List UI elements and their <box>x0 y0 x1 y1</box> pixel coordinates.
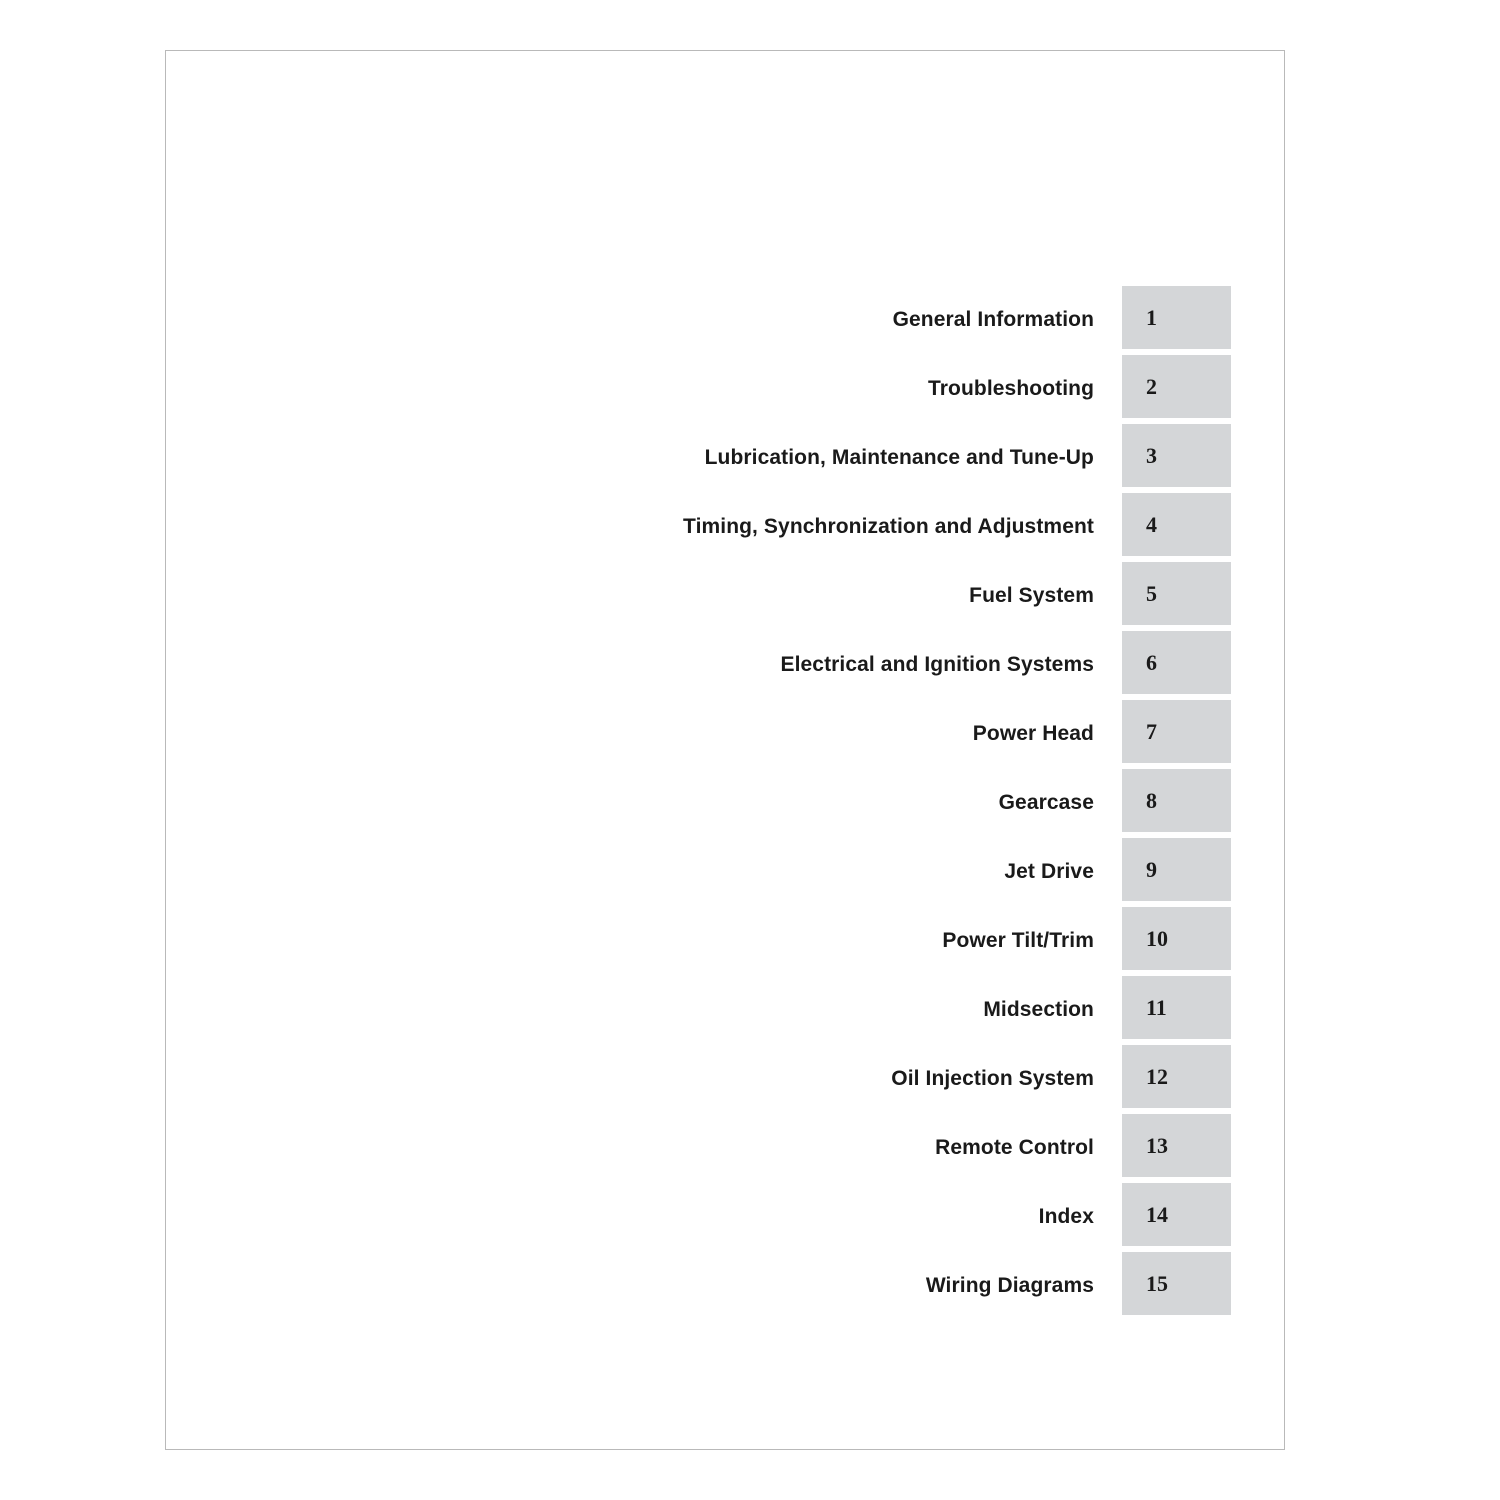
chapter-tab[interactable] <box>1122 838 1231 901</box>
chapter-tab[interactable] <box>1122 907 1231 970</box>
chapter-tab[interactable] <box>1122 355 1231 418</box>
chapter-index <box>166 286 1231 1321</box>
chapter-title: Gearcase <box>998 791 1094 814</box>
chapter-number: 9 <box>1146 857 1157 882</box>
chapter-number: 13 <box>1146 1133 1168 1158</box>
chapter-entry[interactable] <box>166 907 1231 970</box>
chapter-tab[interactable] <box>1122 976 1231 1039</box>
chapter-number: 6 <box>1146 650 1157 675</box>
chapter-tab[interactable] <box>1122 286 1231 349</box>
chapter-title: Jet Drive <box>1004 860 1094 883</box>
chapter-title: Index <box>1038 1205 1094 1228</box>
chapter-title: Oil Injection System <box>891 1067 1094 1090</box>
chapter-tab[interactable] <box>1122 1114 1231 1177</box>
chapter-entry[interactable] <box>166 769 1231 832</box>
chapter-title: Troubleshooting <box>928 377 1094 400</box>
chapter-tab[interactable] <box>1122 1183 1231 1246</box>
chapter-entry[interactable] <box>166 1183 1231 1246</box>
chapter-tab[interactable] <box>1122 1252 1231 1315</box>
document-page <box>165 50 1285 1450</box>
chapter-tab[interactable] <box>1122 1045 1231 1108</box>
chapter-entry[interactable] <box>166 493 1231 556</box>
chapter-entry[interactable] <box>166 838 1231 901</box>
chapter-title: Remote Control <box>935 1136 1094 1159</box>
chapter-title: Fuel System <box>969 584 1094 607</box>
chapter-title: Power Tilt/Trim <box>942 929 1094 952</box>
chapter-tab[interactable] <box>1122 700 1231 763</box>
chapter-number: 5 <box>1146 581 1157 606</box>
chapter-entry[interactable] <box>166 286 1231 349</box>
chapter-tab[interactable] <box>1122 562 1231 625</box>
chapter-number: 4 <box>1146 512 1157 537</box>
chapter-title: Power Head <box>972 722 1094 745</box>
chapter-entry[interactable] <box>166 976 1231 1039</box>
chapter-tab[interactable] <box>1122 769 1231 832</box>
chapter-number: 3 <box>1146 443 1157 468</box>
chapter-title: Timing, Synchronization and Adjustment <box>683 515 1094 538</box>
chapter-number: 14 <box>1146 1202 1168 1227</box>
chapter-title: Midsection <box>983 998 1094 1021</box>
chapter-number: 8 <box>1146 788 1157 813</box>
chapter-entry[interactable] <box>166 700 1231 763</box>
chapter-title: Wiring Diagrams <box>925 1274 1094 1297</box>
chapter-entry[interactable] <box>166 1114 1231 1177</box>
chapter-number: 1 <box>1146 305 1157 330</box>
chapter-number: 10 <box>1146 926 1168 951</box>
chapter-title: Electrical and Ignition Systems <box>780 653 1094 676</box>
chapter-number: 2 <box>1146 374 1157 399</box>
chapter-number: 7 <box>1146 719 1157 744</box>
chapter-entry[interactable] <box>166 562 1231 625</box>
chapter-entry[interactable] <box>166 355 1231 418</box>
chapter-tab[interactable] <box>1122 424 1231 487</box>
chapter-number: 12 <box>1146 1064 1168 1089</box>
chapter-number: 15 <box>1146 1271 1168 1296</box>
chapter-entry[interactable] <box>166 1045 1231 1108</box>
chapter-title: Lubrication, Maintenance and Tune-Up <box>704 446 1094 469</box>
chapter-entry[interactable] <box>166 424 1231 487</box>
chapter-entry[interactable] <box>166 631 1231 694</box>
chapter-tab[interactable] <box>1122 493 1231 556</box>
chapter-entry[interactable] <box>166 1252 1231 1315</box>
chapter-number: 11 <box>1146 995 1167 1020</box>
chapter-tab[interactable] <box>1122 631 1231 694</box>
chapter-title: General Information <box>892 308 1094 331</box>
